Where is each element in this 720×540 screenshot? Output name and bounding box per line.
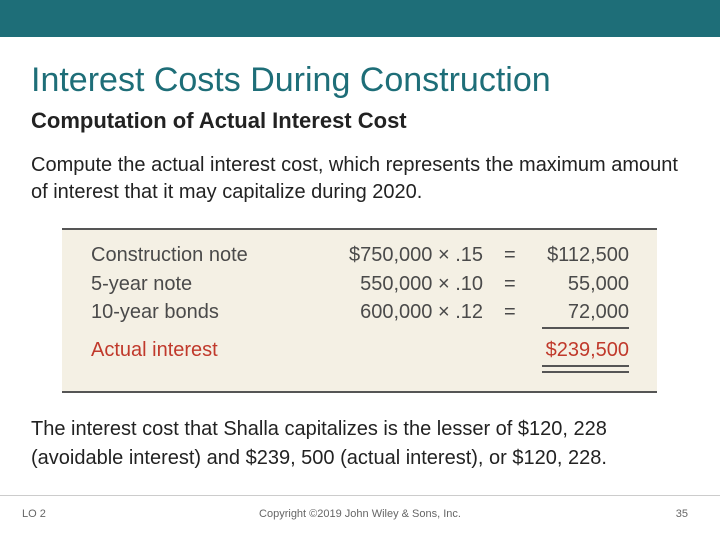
calc-row-result: $112,500 — [547, 244, 629, 266]
calc-row-result: 72,000 — [567, 301, 629, 323]
learning-objective-label: LO 2 — [22, 508, 46, 520]
slide-subtitle: Computation of Actual Interest Cost — [31, 108, 407, 133]
calc-row-equals: = — [504, 301, 516, 323]
calc-row-expression: $750,000 × .15 — [348, 244, 483, 266]
calc-row-label: Construction note — [91, 244, 248, 266]
calc-row-total — [62, 336, 657, 364]
calc-row-result: 55,000 — [567, 273, 629, 295]
calc-row-10-year-bonds — [62, 298, 657, 326]
total-double-rule — [542, 365, 629, 373]
calc-row-equals: = — [504, 273, 516, 295]
calc-row-expression: 550,000 × .10 — [360, 273, 483, 295]
total-label: Actual interest — [91, 339, 218, 361]
conclusion-text: The interest cost that Shalla capitalizes is the lesser of $120, 228 (avoidable interest) and $239, 500 (actual interest), or $120, 228. — [31, 418, 607, 469]
top-banner — [0, 0, 720, 37]
total-result: $239,500 — [545, 339, 629, 361]
slide-title: Interest Costs During Construction — [31, 61, 551, 99]
calc-row-expression: 600,000 × .12 — [360, 301, 483, 323]
calc-row-equals: = — [504, 244, 516, 266]
calc-row-construction-note — [62, 241, 657, 269]
subtotal-rule — [542, 327, 629, 329]
page-number: 35 — [675, 508, 688, 520]
calc-row-5-year-note — [62, 270, 657, 298]
interest-calculation-table — [62, 228, 657, 393]
calc-row-label: 10-year bonds — [91, 301, 219, 323]
intro-text: Compute the actual interest cost, which represents the maximum amount of interest that it may capitalize during 2020. — [31, 154, 678, 203]
footer-divider — [0, 495, 720, 496]
copyright-text: Copyright ©2019 John Wiley & Sons, Inc. — [259, 508, 461, 520]
calc-row-label: 5-year note — [91, 273, 193, 295]
